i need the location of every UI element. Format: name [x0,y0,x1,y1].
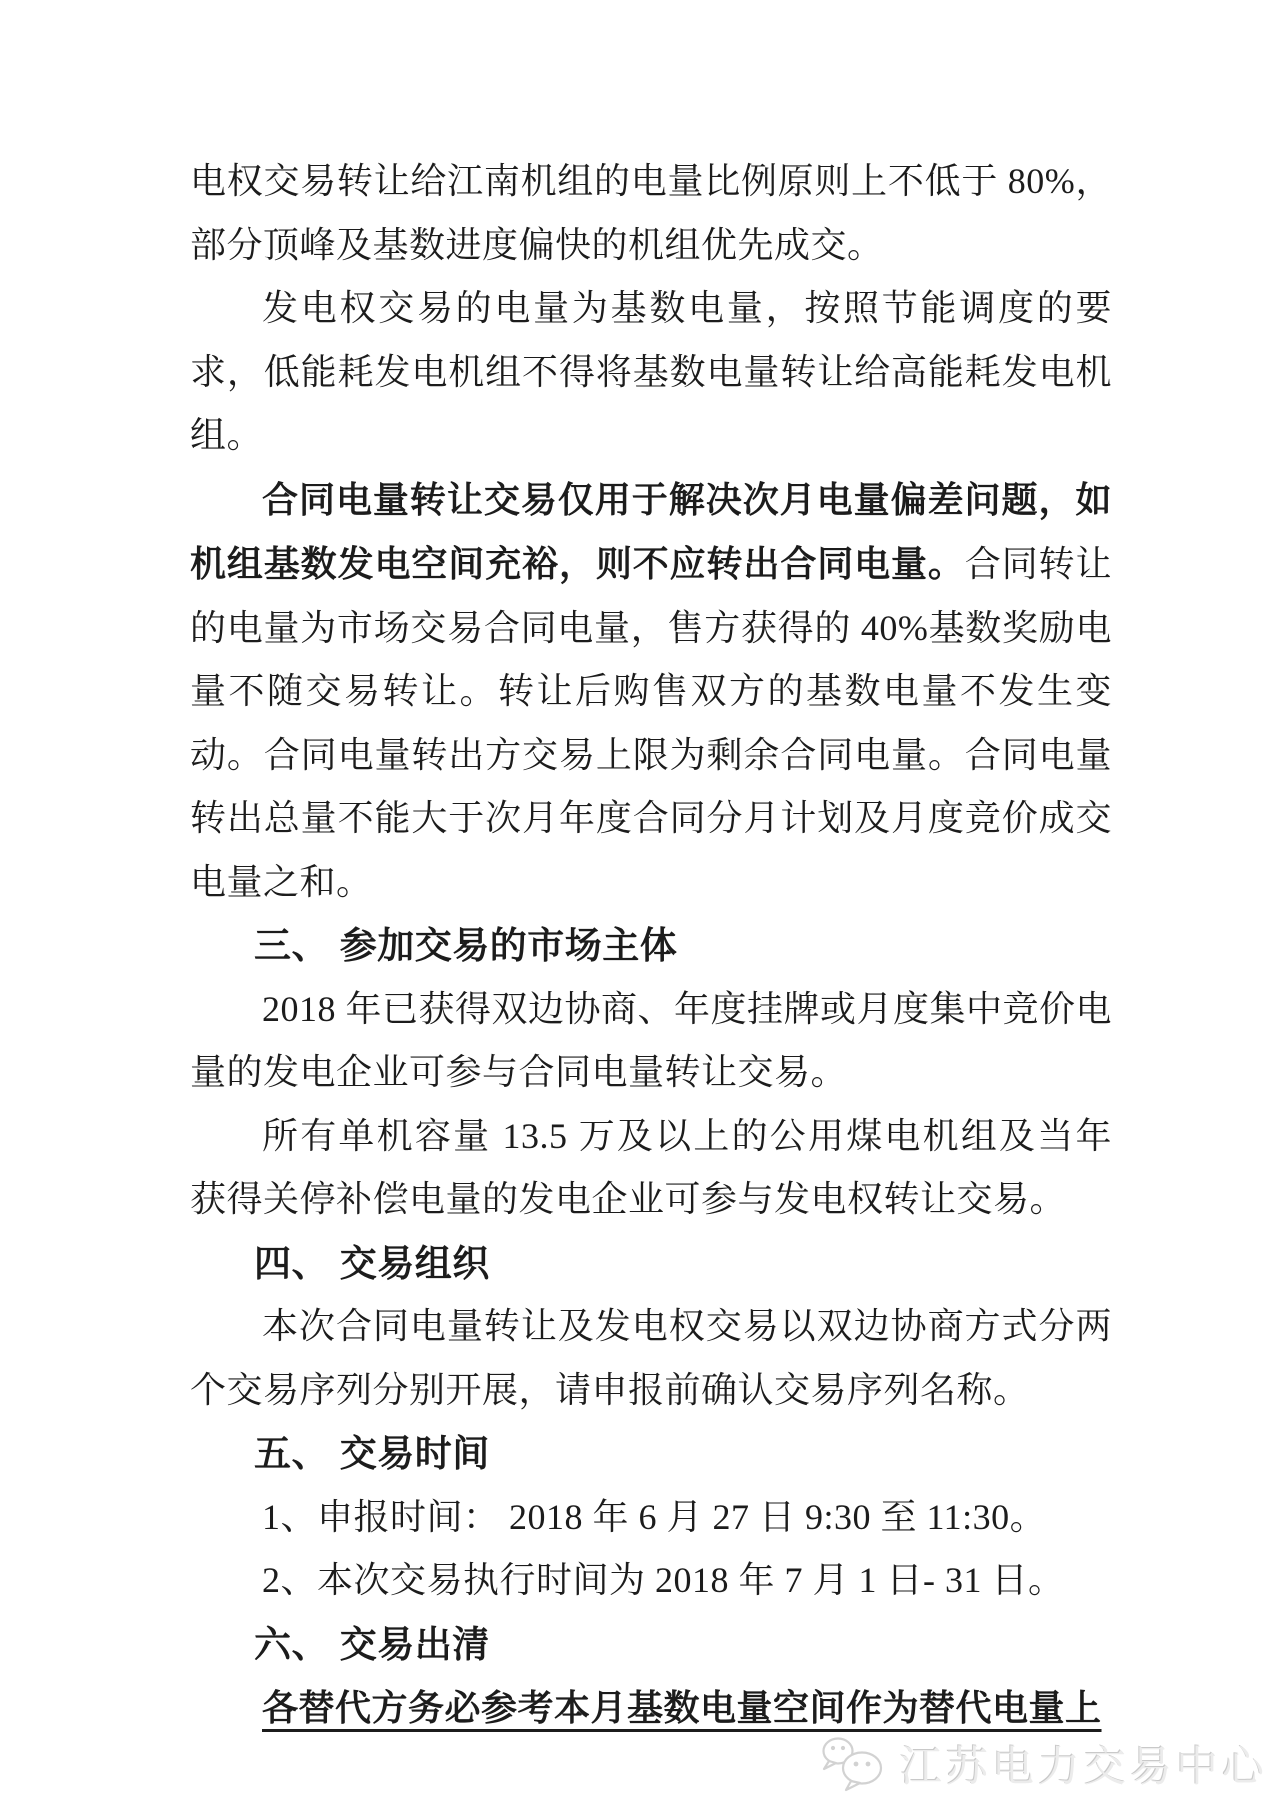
section-heading: 三、 参加交易的市场主体 [254,925,678,966]
text-segment: 电权交易转让给江南机组的电量比例原则上不低于 80%，部分顶峰及基数进度偏快的机组优先成交。 [190,161,1112,265]
paragraph [190,1676,1112,1741]
document-body [190,150,1112,1741]
paragraph [190,150,1112,277]
text-segment: 2018 年已获得双边协商、年度挂牌或月度集中竞价电量的发电企业可参与合同电量转让交易。 [190,988,1113,1092]
paragraph [190,978,1112,1105]
paragraph [190,468,1112,915]
text-segment: 本次合同电量转让及发电权交易以双边协商方式分两个交易序列分别开展，请申报前确认交易序列名称。 [190,1306,1112,1410]
paragraph [190,1549,1112,1613]
paragraph [190,1105,1112,1232]
section-heading: 四、 交易组织 [254,1242,490,1284]
text-segment: 1、申报时间： 2018 年 6 月 27 日 9:30 至 11:30。 [262,1496,1047,1537]
paragraph [190,1486,1112,1550]
text-segment: 发电权交易的电量为基数电量，按照节能调度的要求，低能耗发电机组不得将基数电量转让给高能耗发电机组。 [190,288,1112,455]
paragraph [190,277,1112,468]
section-heading: 六、 交易出清 [254,1623,490,1665]
section-heading: 五、 交易时间 [254,1433,490,1474]
wechat-icon [816,1735,890,1793]
text-segment: 2、本次交易执行时间为 2018 年 7 月 1 日- 31 日。 [262,1560,1065,1600]
paragraph [190,1295,1112,1422]
text-segment: 所有单机容量 13.5 万及以上的公用煤电机组及当年获得关停补偿电量的发电企业可参与发电权转让交易。 [190,1115,1112,1219]
text-segment: 各替代方务必参考本月基数电量空间作为替代电量上 [262,1687,1102,1728]
watermark-text: 江苏电力交易中心 [899,1743,1268,1790]
text-segment: 合同转让的电量为市场交易合同电量，售方获得的 40%基数奖励电量不随交易转让。转让后购售双方的基数电量不发生变动。合同电量转出方交易上限为剩余合同电量。合同电量转出总量不能大于次月年度合同分月计划及月度竞价成交电量之和。 [190,544,1112,902]
text-segment: 合同电量转让交易仅用于解决次月电量偏差问题，如机组基数发电空间充裕，则不应转出合同电量。 [190,478,1112,584]
footer-watermark [816,1734,1268,1794]
